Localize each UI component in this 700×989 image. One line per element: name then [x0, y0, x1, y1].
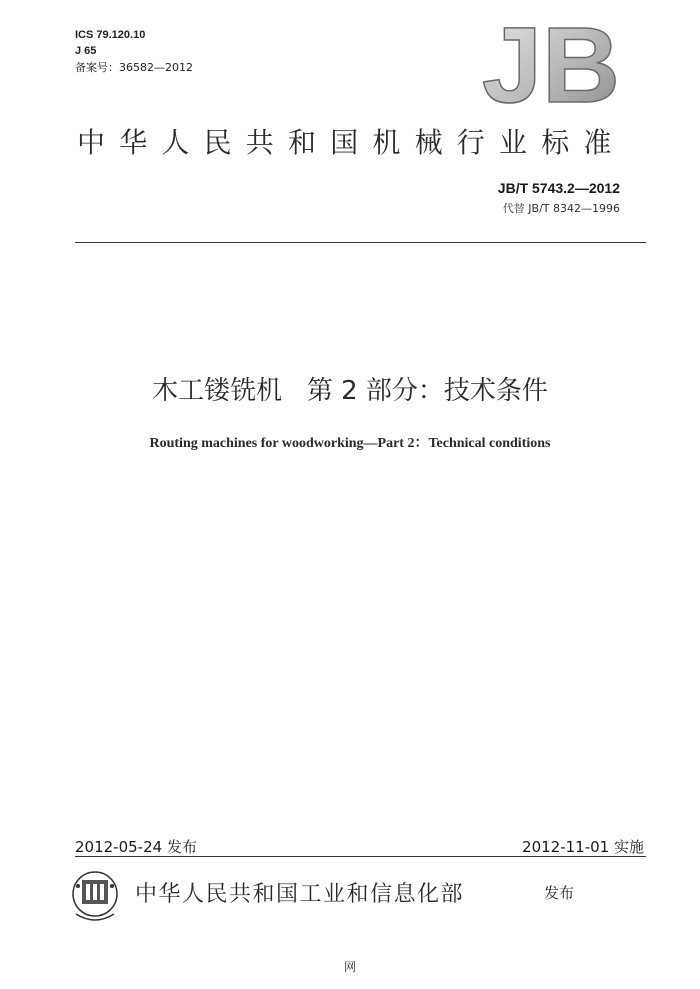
issue-date: 2012-05-24 发布	[75, 838, 197, 856]
svg-text:JB: JB	[481, 14, 621, 114]
org-title: 中华人民共和国机械行业标准	[77, 126, 626, 159]
record-number: 备案号：36582—2012	[75, 61, 193, 74]
replaces-standard: 代替 JB/T 8342—1996	[502, 202, 620, 215]
title-english: Routing machines for woodworking—Part 2：Technical conditions	[149, 436, 551, 451]
bottom-divider	[75, 856, 646, 857]
j-code: J 65	[75, 45, 97, 57]
ministry-seal-icon	[70, 868, 120, 926]
publish-label: 发布	[544, 884, 575, 902]
implement-date: 2012-11-01 实施	[522, 838, 644, 856]
top-divider	[75, 242, 646, 243]
standard-number: JB/T 5743.2—2012	[497, 180, 620, 196]
title-chinese: 木工镂铣机 第 2 部分：技术条件	[152, 376, 548, 406]
issuing-ministry: 中华人民共和国工业和信息化部	[135, 882, 465, 907]
ics-code: ICS 79.120.10	[75, 29, 146, 41]
footer-mark: 网	[343, 960, 356, 974]
jb-logo	[481, 14, 621, 114]
